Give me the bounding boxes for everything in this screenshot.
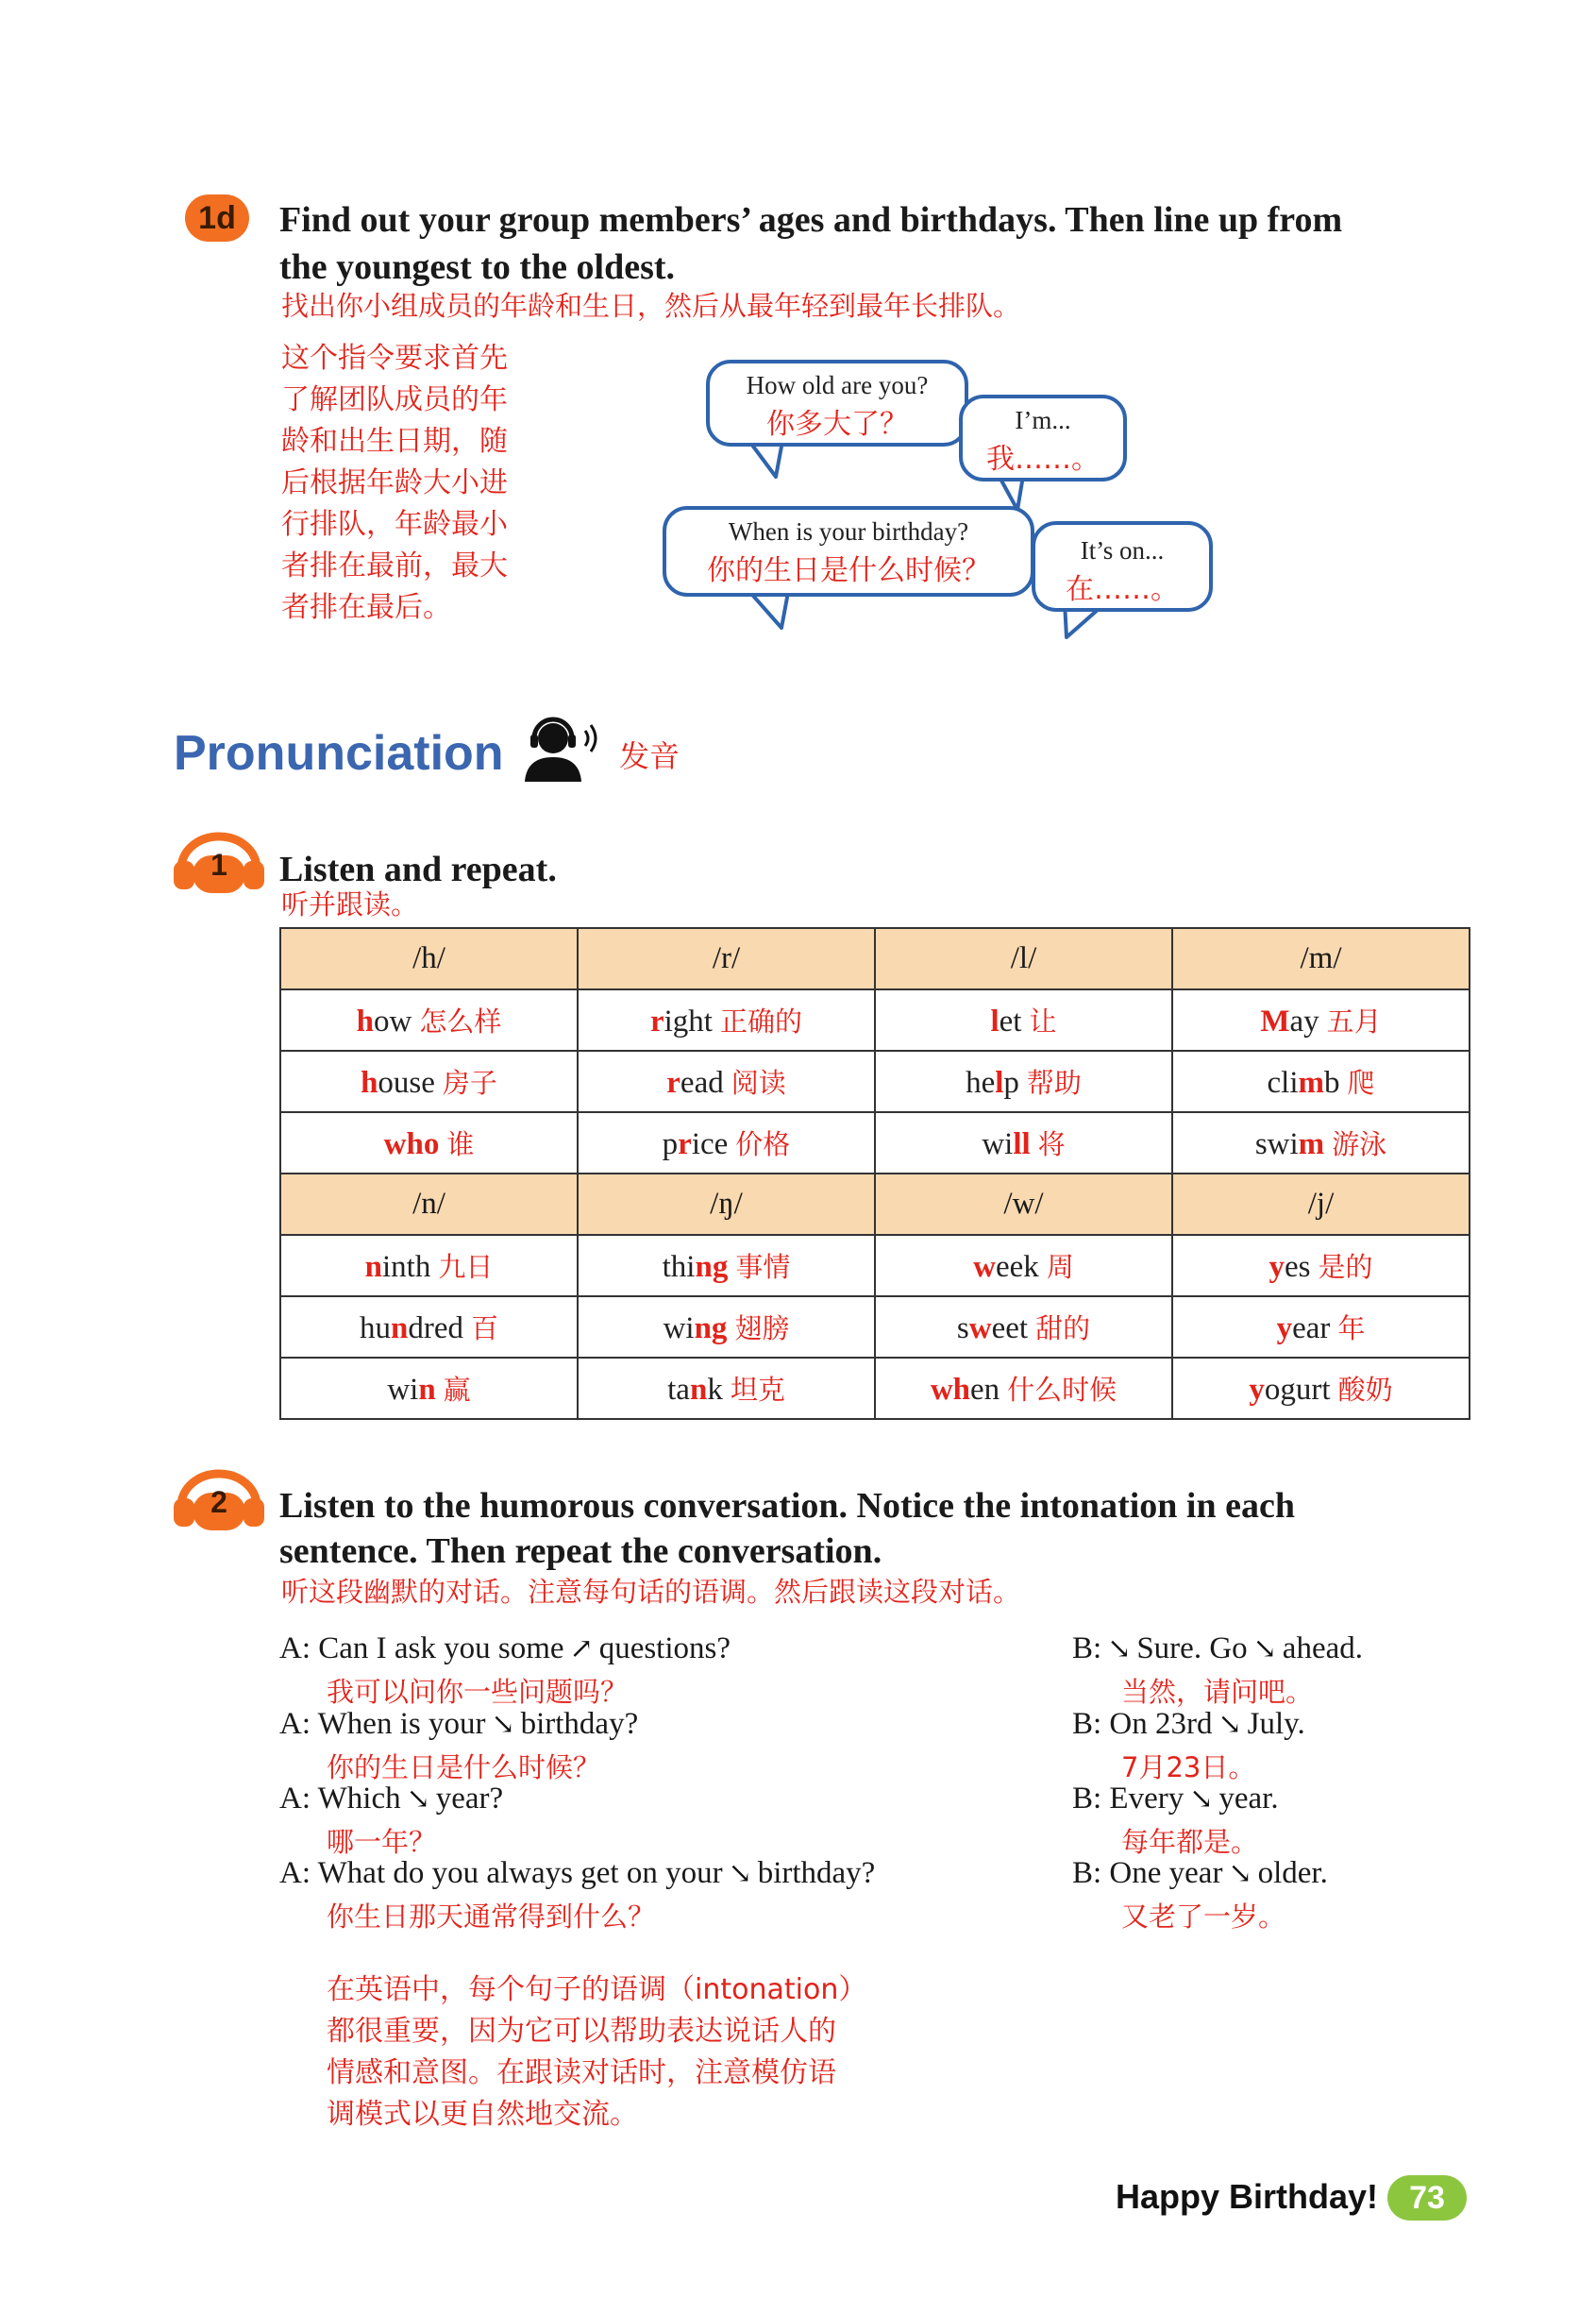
activity-1d-subtitle-cn: 找出你小组成员的年龄和生日，然后从最年轻到最年长排队。 — [281, 290, 1021, 322]
word-translation: 爬 — [1347, 1067, 1375, 1099]
word-part: ice — [691, 1127, 729, 1161]
speech-bubble-birthday — [663, 506, 1034, 597]
word-translation: 正确的 — [719, 1005, 802, 1038]
phonics-word-row — [280, 1112, 1470, 1174]
phoneme-header-cell: /m/ — [1172, 928, 1470, 989]
phonics-word-cell — [875, 989, 1172, 1051]
dialog-a-zh-3: 哪一年？ — [327, 1826, 437, 1858]
phonics-word-cell — [280, 989, 578, 1051]
phoneme-header-cell: /r/ — [578, 928, 875, 989]
word-highlight: w — [973, 1250, 997, 1284]
activity-1-subtitle-cn: 听并跟读。 — [281, 888, 419, 921]
dialog-b-line-3 — [1072, 1782, 1279, 1816]
dialog-a-line-2 — [279, 1707, 638, 1742]
dialog-text: A: Can I ask you some — [279, 1631, 564, 1665]
bubble-text-zh: 你多大了？ — [766, 408, 908, 441]
word-part: ow — [374, 1005, 412, 1039]
phonics-word-cell — [578, 1112, 875, 1174]
word-translation: 价格 — [735, 1128, 791, 1160]
phonics-word-cell — [280, 1358, 578, 1419]
word-highlight: M — [1260, 1005, 1290, 1039]
pronunciation-heading-cn: 发音 — [619, 738, 680, 774]
phonics-word-cell — [280, 1235, 578, 1296]
dialog-b-zh-1: 当然，请问吧。 — [1121, 1676, 1314, 1708]
note-line: 情感和意图。在跟读对话时，注意模仿语 — [327, 2056, 836, 2089]
word-highlight: r — [649, 1005, 664, 1039]
falling-intonation-icon: ↘ — [1252, 1633, 1277, 1664]
note-line: 这个指令要求首先 — [281, 342, 508, 375]
listener-headphones-icon — [519, 710, 604, 785]
dialog-text: Sure. Go — [1136, 1631, 1248, 1665]
dialog-text: ahead. — [1282, 1631, 1363, 1665]
word-part: dred — [408, 1311, 463, 1345]
speech-bubble-how-old — [706, 360, 968, 447]
dialog-b-line-1 — [1072, 1631, 1363, 1666]
word-part: thi — [662, 1250, 696, 1284]
phonics-word-cell — [875, 1051, 1172, 1112]
word-part: wi — [982, 1127, 1014, 1161]
phonics-header-row — [280, 1174, 1470, 1235]
word-highlight: y — [1268, 1250, 1285, 1284]
phonics-word-cell — [1172, 1358, 1470, 1419]
word-translation: 什么时候 — [1007, 1374, 1117, 1406]
word-highlight: l — [995, 1066, 1004, 1100]
note-line: 在英语中，每个句子的语调（intonation） — [327, 1973, 867, 2006]
dialog-a-zh-2: 你的生日是什么时候？ — [327, 1751, 601, 1783]
phonics-word-cell — [578, 1051, 875, 1112]
dialog-text: July. — [1247, 1707, 1305, 1741]
phonics-word-cell — [280, 1296, 578, 1358]
phonics-word-cell — [1172, 1112, 1470, 1174]
activity-2-title-line1: Listen to the humorous conversation. Notice the intonation in each — [279, 1486, 1295, 1526]
phonics-word-row — [280, 1051, 1470, 1112]
note-line: 龄和出生日期，随 — [281, 425, 508, 458]
phonics-word-cell — [280, 1051, 578, 1112]
word-translation: 事情 — [735, 1251, 791, 1283]
phonics-word-cell — [578, 1358, 875, 1419]
activity-1d-title-line2: the youngest to the oldest. — [279, 247, 676, 287]
word-part: eek — [996, 1250, 1039, 1284]
dialog-text: birthday? — [757, 1856, 876, 1890]
word-translation: 酸奶 — [1337, 1374, 1393, 1406]
phonics-word-cell — [875, 1296, 1172, 1358]
word-translation: 翅膀 — [734, 1312, 790, 1344]
dialog-a-zh-4: 你生日那天通常得到什么？ — [327, 1900, 656, 1933]
dialog-b-zh-3: 每年都是。 — [1121, 1826, 1259, 1858]
phonics-word-cell — [1172, 1235, 1470, 1296]
dialog-text: older. — [1257, 1856, 1328, 1890]
word-translation: 是的 — [1318, 1251, 1373, 1283]
dialog-b-line-4 — [1072, 1856, 1328, 1891]
phoneme-header-cell: /j/ — [1172, 1174, 1470, 1235]
dialog-text: A: What do you always get on your — [279, 1856, 723, 1890]
dialog-text: questions? — [598, 1631, 731, 1665]
word-part: hu — [359, 1311, 391, 1345]
phoneme-header-cell: /h/ — [280, 928, 578, 989]
note-line: 都很重要，因为它可以帮助表达说话人的 — [327, 2015, 836, 2048]
falling-intonation-icon: ↘ — [1218, 1709, 1242, 1740]
word-translation: 五月 — [1326, 1005, 1382, 1038]
word-part: ta — [667, 1373, 690, 1407]
word-translation: 阅读 — [731, 1067, 786, 1099]
word-highlight: n — [689, 1373, 708, 1407]
phonics-word-cell — [875, 1235, 1172, 1296]
word-translation: 将 — [1037, 1128, 1066, 1160]
page-number-badge: 73 — [1387, 2175, 1467, 2221]
word-translation: 怎么样 — [419, 1005, 502, 1038]
footer-unit-title: Happy Birthday! — [1116, 2177, 1379, 2216]
word-highlight: m — [1298, 1127, 1325, 1161]
phonics-word-cell — [875, 1358, 1172, 1419]
word-translation: 赢 — [443, 1374, 471, 1406]
dialog-text: birthday? — [520, 1707, 639, 1741]
word-part: wi — [663, 1311, 695, 1345]
word-translation: 周 — [1046, 1251, 1074, 1283]
word-highlight: l — [990, 1005, 1000, 1039]
phonics-word-row — [280, 1235, 1470, 1296]
phonics-word-cell — [1172, 1051, 1470, 1112]
word-translation: 甜的 — [1035, 1312, 1091, 1344]
bubble-text-zh: 在……。 — [1066, 573, 1179, 606]
word-part: ear — [1292, 1311, 1331, 1345]
word-part: wi — [387, 1373, 419, 1407]
dialog-text: year? — [435, 1782, 504, 1816]
phoneme-header-cell: /w/ — [875, 1174, 1172, 1235]
dialog-a-line-4 — [279, 1856, 875, 1891]
dialog-text: B: One year — [1072, 1856, 1223, 1890]
word-translation: 百 — [470, 1312, 498, 1344]
word-highlight: n — [390, 1311, 409, 1345]
phonics-word-row — [280, 989, 1470, 1051]
phonics-word-cell — [875, 1112, 1172, 1174]
word-part: cli — [1267, 1066, 1299, 1100]
phoneme-header-cell: /l/ — [875, 928, 1172, 989]
word-highlight: h — [356, 1005, 374, 1039]
word-translation: 九日 — [438, 1251, 494, 1283]
word-part: p — [1003, 1066, 1019, 1100]
dialog-text: B: On 23rd — [1072, 1707, 1213, 1741]
activity-badge-1d: 1d — [185, 194, 249, 242]
dialog-text: year. — [1218, 1782, 1279, 1816]
word-translation: 游泳 — [1332, 1128, 1387, 1160]
word-part: ay — [1289, 1005, 1319, 1039]
dialog-text: B: — [1072, 1631, 1102, 1665]
falling-intonation-icon: ↘ — [491, 1709, 515, 1740]
word-translation: 帮助 — [1026, 1067, 1082, 1099]
word-part: en — [970, 1373, 1000, 1407]
activity-1-title: Listen and repeat. — [279, 850, 557, 889]
word-part: ead — [680, 1066, 724, 1100]
word-part: he — [966, 1066, 996, 1100]
phonics-word-cell — [578, 1296, 875, 1358]
falling-intonation-icon: ↘ — [406, 1783, 430, 1815]
bubble-text-en: I’m... — [1015, 406, 1071, 434]
word-highlight: r — [678, 1127, 692, 1161]
word-highlight: ng — [695, 1250, 729, 1284]
activity-2-subtitle-cn: 听这段幽默的对话。注意每句话的语调。然后跟读这段对话。 — [281, 1576, 1021, 1608]
note-line: 者排在最前，最大 — [281, 549, 508, 583]
word-highlight: wh — [930, 1373, 970, 1407]
falling-intonation-icon: ↘ — [728, 1858, 752, 1889]
note-line: 行排队，年龄最小 — [281, 508, 508, 541]
activity-2-title-line2: sentence. Then repeat the conversation. — [279, 1531, 882, 1571]
phonics-header-row — [280, 928, 1470, 989]
word-part: eet — [991, 1311, 1029, 1345]
word-highlight: n — [364, 1250, 382, 1284]
word-translation: 谁 — [446, 1128, 475, 1160]
dialog-b-zh-4: 又老了一岁。 — [1121, 1900, 1286, 1933]
word-highlight: m — [1298, 1066, 1324, 1100]
dialog-text: A: Which — [279, 1782, 401, 1816]
word-highlight: y — [1276, 1311, 1293, 1345]
word-highlight: w — [968, 1311, 992, 1345]
note-line: 者排在最后。 — [281, 591, 451, 624]
word-part: et — [999, 1005, 1022, 1039]
bubble-text-en: When is your birthday? — [728, 517, 969, 546]
word-part: ogurt — [1264, 1373, 1331, 1407]
word-highlight: who — [383, 1127, 440, 1161]
word-part: ight — [664, 1005, 713, 1039]
bubble-text-en: How old are you? — [746, 371, 929, 399]
phonics-word-cell — [280, 1112, 578, 1174]
word-translation: 房子 — [442, 1067, 497, 1099]
word-highlight: n — [418, 1373, 436, 1407]
dialog-a-line-3 — [279, 1782, 503, 1816]
phoneme-header-cell: /n/ — [280, 1174, 578, 1235]
word-part: ouse — [378, 1066, 435, 1100]
word-part: swi — [1254, 1127, 1299, 1161]
note-line: 了解团队成员的年 — [281, 383, 508, 416]
word-part: inth — [382, 1250, 431, 1284]
audio-track-2-number: 2 — [210, 1485, 227, 1519]
word-highlight: ll — [1013, 1127, 1031, 1161]
rising-intonation-icon: ↗ — [569, 1633, 594, 1664]
phonics-word-cell — [1172, 989, 1470, 1051]
dialog-a-line-1 — [279, 1631, 731, 1666]
bubble-text-zh: 你的生日是什么时候？ — [707, 554, 990, 587]
phonics-table — [279, 927, 1470, 1420]
bubble-text-zh: 我……。 — [986, 443, 1100, 476]
phonics-word-cell — [1172, 1296, 1470, 1358]
dialog-b-zh-2: 7月23日。 — [1121, 1751, 1256, 1783]
activity-2-note — [327, 1969, 987, 2136]
phoneme-header-cell: /ŋ/ — [578, 1174, 875, 1235]
falling-intonation-icon: ↘ — [1228, 1858, 1252, 1889]
dialog-text: B: Every — [1072, 1782, 1184, 1816]
phonics-word-row — [280, 1358, 1470, 1419]
phonics-word-cell — [578, 989, 875, 1051]
note-line: 调模式以更自然地交流。 — [327, 2098, 638, 2131]
word-part: es — [1284, 1250, 1311, 1284]
word-highlight: h — [361, 1066, 378, 1100]
phonics-word-row — [280, 1296, 1470, 1358]
speech-bubble-its-on — [1032, 521, 1213, 612]
word-translation: 坦克 — [730, 1374, 785, 1406]
bubble-text-en: It’s on... — [1080, 536, 1165, 565]
word-part: b — [1323, 1066, 1340, 1100]
pronunciation-heading: Pronunciation — [174, 726, 504, 781]
dialog-a-zh-1: 我可以问你一些问题吗？ — [327, 1676, 629, 1708]
activity-1d-title-line1: Find out your group members’ ages and birthdays. Then line up from — [279, 200, 1343, 240]
dialog-b-line-2 — [1072, 1707, 1305, 1742]
falling-intonation-icon: ↘ — [1189, 1783, 1214, 1815]
audio-track-1-number: 1 — [210, 848, 227, 882]
word-highlight: ng — [694, 1311, 728, 1345]
word-highlight: r — [666, 1066, 680, 1100]
falling-intonation-icon: ↘ — [1107, 1633, 1132, 1664]
dialog-text: A: When is your — [279, 1707, 486, 1741]
word-highlight: y — [1249, 1373, 1265, 1407]
word-part: p — [662, 1127, 679, 1161]
speech-bubble-im — [959, 395, 1127, 481]
word-translation: 让 — [1029, 1005, 1057, 1038]
word-part: s — [956, 1311, 969, 1345]
word-translation: 年 — [1337, 1312, 1366, 1344]
note-line: 后根据年龄大小进 — [281, 466, 508, 499]
word-part: k — [707, 1373, 723, 1407]
phonics-word-cell — [578, 1235, 875, 1296]
